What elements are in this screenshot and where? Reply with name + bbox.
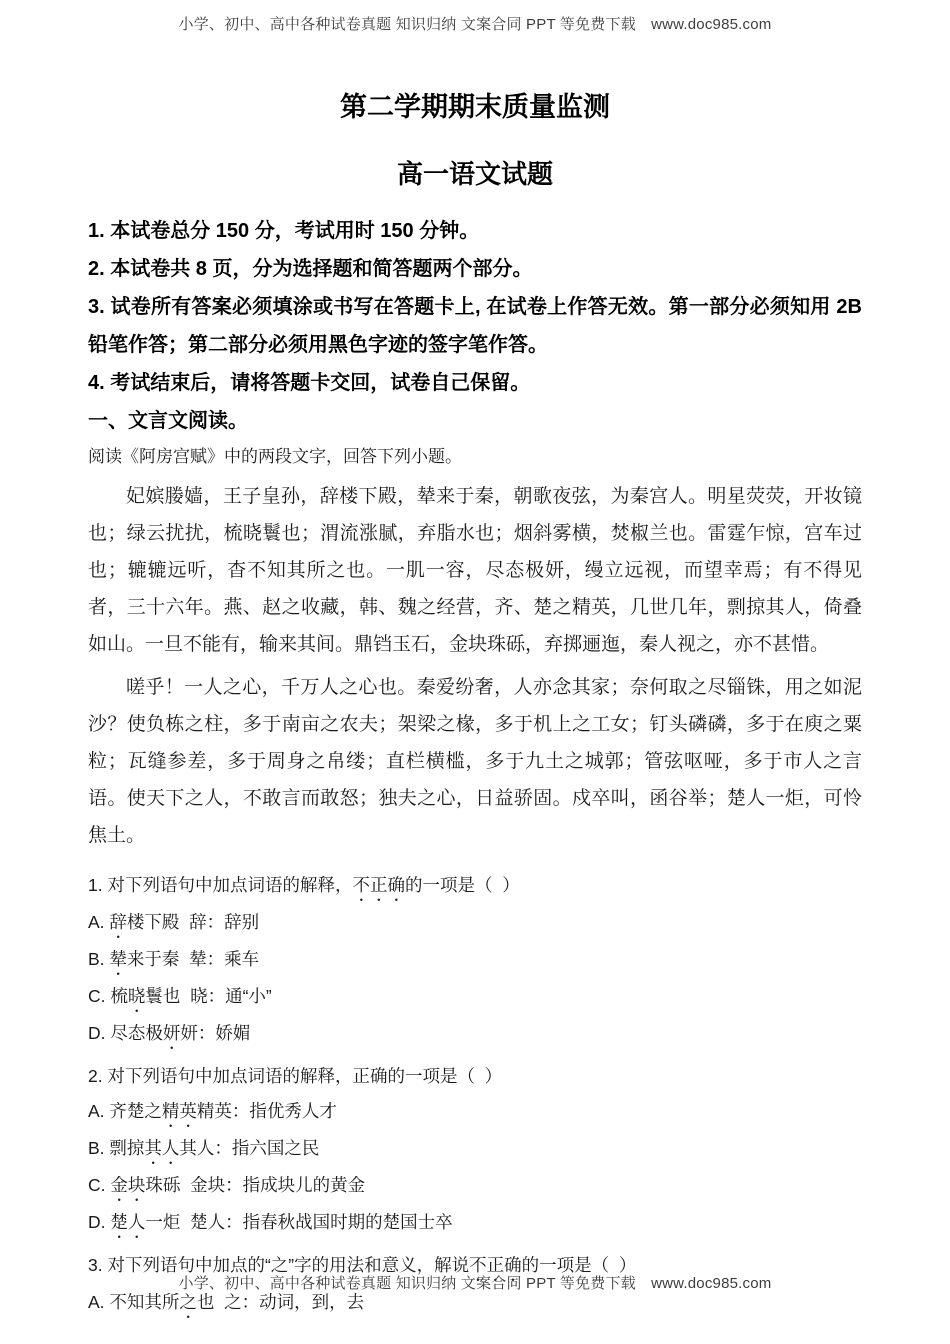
plain-text: B. 剽掠: [88, 1138, 145, 1158]
plain-text: 精英：指优秀人才: [196, 1101, 337, 1121]
plain-text: B.: [88, 949, 110, 969]
emphasized-text: 不正确: [469, 1255, 522, 1275]
plain-text: 妍：娇媚: [180, 1023, 251, 1043]
emphasized-text: 其人: [144, 1138, 180, 1158]
plain-text: A. 齐楚之: [88, 1101, 162, 1121]
plain-text: A.: [88, 912, 110, 932]
plain-text: D.: [88, 1212, 111, 1232]
instruction-3: 3. 试卷所有答案必须填涂或书写在答题卡上, 在试卷上作答无效。第一部分必须知用 2B 铅笔作答；第二部分必须用黑色字迹的签字笔作答。: [88, 296, 862, 356]
emphasized-text: 不正确: [352, 875, 405, 895]
plain-text: 其人：指六国之民: [179, 1138, 320, 1158]
doc-title: 第二学期期末质量监测: [340, 92, 610, 122]
instruction-4: 4. 考试结束后，请将答题卡交回，试卷自己保留。: [88, 372, 531, 394]
footer-banner: 小学、初中、高中各种试卷真题 知识归纳 文案合同 PPT 等免费下载 www.doc985.com: [178, 1275, 772, 1292]
plain-text: 来于秦 辇：乘车: [126, 949, 260, 969]
emphasized-text: 晓: [127, 986, 146, 1006]
question-2-option-d: [88, 1205, 862, 1242]
plain-text: C. 梳: [88, 986, 128, 1006]
question-block: [88, 868, 862, 1322]
emphasized-text: 妍: [162, 1023, 181, 1043]
doc-subtitle: 高一语文试题: [396, 159, 553, 189]
emphasized-text: 之: [179, 1292, 197, 1312]
plain-text: 1. 对下列语句中加点词语的解释，: [88, 875, 353, 895]
question-2-option-a: [88, 1094, 862, 1131]
question-1-option-d: [88, 1016, 862, 1053]
plain-text: 3. 对下列语句中加点的“之”字的用法和意义，解说: [88, 1255, 470, 1275]
question-2-prompt: [88, 1059, 862, 1094]
exam-instructions: [88, 212, 862, 402]
plain-text: A. 不知其所: [88, 1292, 180, 1312]
plain-text: 也 之：动词，到，去: [196, 1292, 365, 1312]
plain-text: 的一项是（ ）: [404, 875, 520, 895]
emphasized-text: 楚人: [110, 1212, 146, 1232]
instruction-1: 1. 本试卷总分 150 分，考试用时 150 分钟。: [88, 220, 480, 242]
plain-text: D. 尽态极: [88, 1023, 163, 1043]
passage-intro: 阅读《阿房宫赋》中的两段文字，回答下列小题。: [88, 447, 462, 466]
question-1-option-b: [88, 942, 862, 979]
plain-text: 2. 对下列语句中加点词语的解释，正确的一项是（ ）: [88, 1066, 503, 1086]
instruction-2: 2. 本试卷共 8 页，分为选择题和简答题两个部分。: [88, 258, 533, 280]
plain-text: 珠砾 金块：指成块儿的黄金: [145, 1175, 366, 1195]
emphasized-text: 精英: [161, 1101, 197, 1121]
question-1-prompt: [88, 868, 862, 905]
passage-paragraph-1: 妃嫔媵嫱，王子皇孙，辞楼下殿，辇来于秦，朝歌夜弦，为秦宫人。明星荧荧，开妆镜也；绿云扰扰，梳晓鬟也；渭流涨腻，弃脂水也；烟斜雾横，焚椒兰也。雷霆乍惊，宫车过也；辘辘远听，杳不知其所之也。一肌一容，尽态极妍，缦立远视，而望幸焉；有不得见者，三十六年。燕、赵之收藏，韩、魏之经营，齐、楚之精英，几世几年，剽掠其人，倚叠如山。一旦不能有，输来其间。鼎铛玉石，金块珠砾，弃掷逦迤，秦人视之，亦不甚惜。: [88, 486, 862, 655]
plain-text: 鬟也 晓：通“小”: [145, 986, 272, 1006]
passage-paragraph-2: 嗟乎！一人之心，千万人之心也。秦爱纷奢，人亦念其家；奈何取之尽锱铢，用之如泥沙？使负栋之柱，多于南亩之农夫；架梁之椽，多于机上之工女；钉头磷磷，多于在庾之粟粒；瓦缝参差，多于周身之帛缕；直栏横槛，多于九土之城郭；管弦呕哑，多于市人之言语。使天下之人，不敢言而敢怒；独夫之心，日益骄固。戍卒叫，函谷举；楚人一炬，可怜焦土。: [88, 677, 862, 846]
section-1-heading: 一、文言文阅读。: [88, 410, 248, 432]
header-banner: 小学、初中、高中各种试卷真题 知识归纳 文案合同 PPT 等免费下载 www.doc985.com: [178, 16, 772, 33]
plain-text: 的一项是（ ）: [521, 1255, 637, 1275]
question-2-option-c: [88, 1168, 862, 1205]
plain-text: 楼下殿 辞：辞别: [126, 912, 260, 932]
emphasized-text: 金块: [110, 1175, 146, 1195]
plain-text: C.: [88, 1175, 111, 1195]
question-2-option-b: [88, 1131, 862, 1168]
question-1-option-c: [88, 979, 862, 1016]
emphasized-text: 辇: [109, 949, 127, 969]
plain-text: 一炬 楚人：指春秋战国时期的楚国士卒: [145, 1212, 453, 1232]
emphasized-text: 辞: [109, 912, 127, 932]
question-1-option-a: [88, 905, 862, 942]
